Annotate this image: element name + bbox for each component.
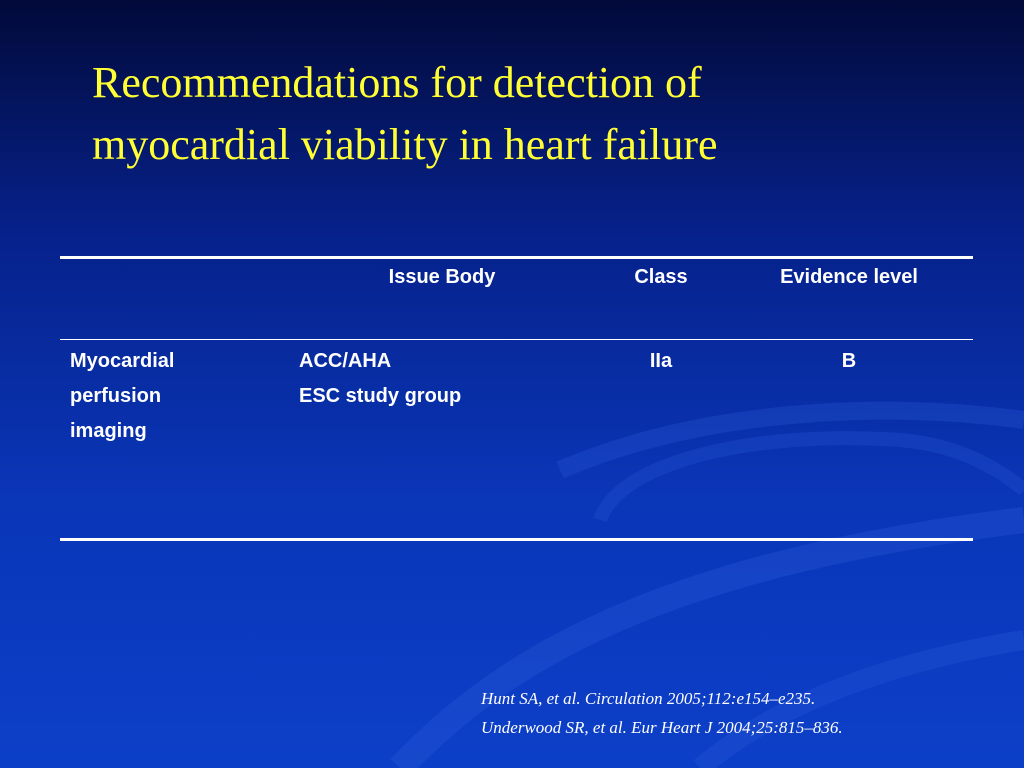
reference-1: Hunt SA, et al. Circulation 2005;112:e154–e235. [481, 689, 816, 708]
cell-test [70, 344, 174, 449]
slide-title-line-2: myocardial viability in heart failure [92, 119, 718, 169]
cell-evidence-level: B [841, 350, 857, 372]
cell-test-line-1: Myocardial [70, 350, 175, 372]
table-bottom-rule [60, 538, 973, 541]
slide-title [92, 52, 992, 175]
references [481, 684, 843, 742]
header-evidence-level: Evidence level [780, 266, 918, 288]
header-issue-body: Issue Body [388, 266, 496, 288]
table-header-rule [60, 339, 973, 340]
cell-test-line-2: perfusion [70, 385, 162, 407]
table-top-rule [60, 256, 973, 259]
reference-2: Underwood SR, et al. Eur Heart J 2004;25:815–836. [481, 718, 843, 737]
cell-issue-body [299, 344, 461, 414]
cell-test-line-3: imaging [70, 420, 147, 442]
cell-class: IIa [649, 350, 673, 372]
slide-title-line-1: Recommendations for detection of [92, 58, 702, 107]
cell-issue-body-line-2: ESC study group [299, 385, 462, 407]
header-class: Class [634, 266, 688, 288]
cell-issue-body-line-1: ACC/AHA [299, 350, 392, 372]
